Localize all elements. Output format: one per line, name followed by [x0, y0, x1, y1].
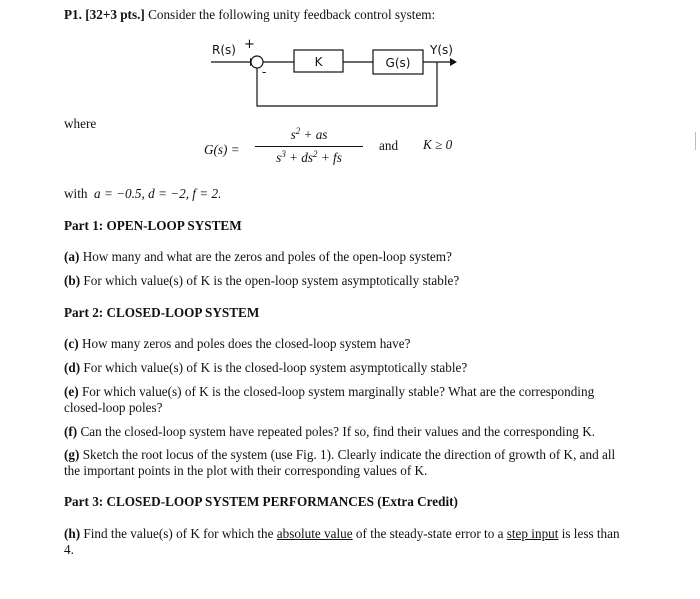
- with-line: [64, 186, 221, 202]
- question-d: (d) For which value(s) of K is the closed-loop system asymptotically stable?: [64, 360, 468, 375]
- question-e: (e) For which value(s) of K is the closed-loop system marginally stable? What are the corresponding closed-loop poles?: [64, 384, 595, 415]
- transfer-fraction: [255, 127, 363, 166]
- plant-label: G(s): [385, 56, 411, 70]
- problem-header: [64, 7, 435, 23]
- question-f: (f) Can the closed-loop system have repeated poles? If so, find their values and the corresponding K.: [64, 424, 596, 439]
- with-prefix: with: [64, 186, 88, 201]
- absolute-value-link[interactable]: absolute value: [276, 526, 353, 541]
- problem-label: P1. [32+3 pts.]: [64, 7, 145, 22]
- parameter-values: a = −0.5, d = −2, f = 2.: [94, 186, 222, 201]
- part2-heading: Part 2: CLOSED-LOOP SYSTEM: [64, 305, 260, 320]
- k-condition: K ≥ 0: [423, 137, 453, 152]
- problem-intro: Consider the following unity feedback control system:: [148, 7, 436, 22]
- question-h: (h) Find the value(s) of K for which the absolute value of the steady-state error to a step input is less than 4.: [64, 526, 620, 557]
- question-c: (c) How many zeros and poles does the closed-loop system have?: [64, 336, 411, 351]
- plus-sign: +: [244, 38, 255, 52]
- scroll-edge-marker: [695, 132, 700, 150]
- where-label: where: [64, 116, 97, 131]
- block-diagram: [205, 38, 465, 110]
- output-label: Y(s): [430, 43, 453, 57]
- question-b: (b) For which value(s) of K is the open-loop system asymptotically stable?: [64, 273, 460, 288]
- output-arrowhead: [450, 58, 457, 66]
- input-label: R(s): [212, 43, 236, 57]
- controller-label: K: [314, 55, 323, 69]
- and-label: and: [379, 138, 399, 153]
- step-input-link[interactable]: step input: [506, 526, 559, 541]
- denominator: $s^3 + ds^2$ + fs: [276, 149, 342, 165]
- equation-lhs: G(s) =: [204, 142, 240, 157]
- minus-sign: -: [262, 65, 267, 79]
- question-g: (g) Sketch the root locus of the system (use Fig. 1). Clearly indicate the direction of growth of K, and all the important points in the plot with their corresponding values of K.: [64, 447, 616, 478]
- part3-heading: Part 3: CLOSED-LOOP SYSTEM PERFORMANCES (Extra Credit): [64, 494, 458, 509]
- part1-heading: Part 1: OPEN-LOOP SYSTEM: [64, 218, 242, 233]
- numerator: $s^2$ + as: [290, 126, 328, 142]
- question-a: (a) How many and what are the zeros and poles of the open-loop system?: [64, 249, 452, 264]
